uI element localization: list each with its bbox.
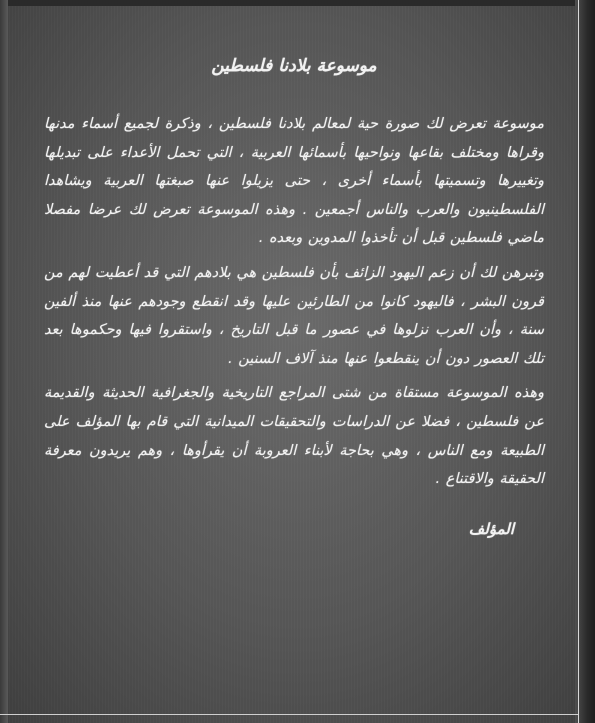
document-text	[44, 56, 544, 538]
paragraph-3: وهذه الموسوعة مستقاة من شتى المراجع التاريخية والجغرافية الحديثة والقديمة عن فلسطين ، فضلا عن الدراسات والتحقيقات الميدانية التي قام بها المؤلف على الطبيعة ومع الناس ، وهي بحاجة لأبناء العروبة أن يقرأوها ، وهم يريدون معرفة الحقيقة والاقتناع .	[44, 385, 544, 488]
left-scan-edge	[0, 0, 8, 723]
right-border-line	[578, 0, 579, 723]
author-signature: المؤلف	[468, 519, 514, 538]
document-title: موسوعة بلادنا فلسطين	[211, 56, 377, 76]
paragraph-1: موسوعة تعرض لك صورة حية لمعالم بلادنا فلسطين ، وذكرة لجميع أسماء مدنها وقراها ومختلف بقاعها ونواحيها بأسمائها العربية ، التي تحمل الأعداء على تبديلها وتغييرها وتسميتها بأسماء أخرى ، حتى يزيلوا عنها صبغتها العربية ويشاهدا الفلسطينيون والعرب والناس أجمعين . وهذه الموسوعة تعرض لك عرضا مفصلا ماضي فلسطين قبل أن تأخذوا المدوين وبعده .	[44, 116, 544, 247]
top-scan-edge	[0, 0, 595, 6]
bottom-border-line	[0, 714, 578, 715]
paragraph-2: وتبرهن لك أن زعم اليهود الزائف بأن فلسطين هي بلادهم التي قد أعطيت لهم من قرون البشر ، فاليهود كانوا من الطارئين عليها وقد انقطع وجودهم عنها منذ ألفين سنة ، وأن العرب نزلوها في عصور ما قبل التاريخ ، واستقروا فيها وحكموها بعد تلك العصور دون أن ينقطعوا عنها منذ آلاف السنين .	[44, 264, 544, 367]
